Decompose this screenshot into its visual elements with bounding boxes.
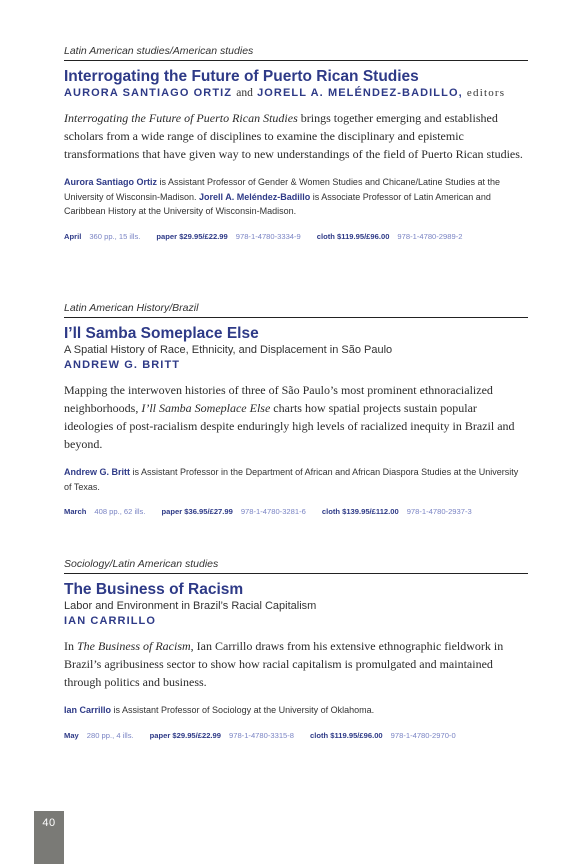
description-text: Mapping the interwoven histories of three of São Paulo’s most prominent ethnoracialized neighborhoods, — [64, 383, 493, 415]
description-book-title: The Business of Racism — [77, 639, 191, 653]
pub-pages: 280 pp., 4 ills. — [86, 730, 134, 740]
author-conjunction: and — [236, 87, 253, 99]
author-name: ANDREW G. BRITT — [64, 359, 181, 371]
book-title: The Business of Racism — [64, 581, 244, 598]
author-name: AURORA SANTIAGO ORTIZ — [64, 87, 233, 99]
bio-author-name: Andrew G. Britt — [64, 467, 131, 477]
bio-text: is Associate Professor of Latin American and Caribbean History at the University of Wisconsin-Madison. — [64, 191, 491, 216]
cloth-price: cloth $119.95/£96.00 — [310, 730, 383, 740]
publication-info — [64, 731, 528, 740]
book-entry — [64, 302, 528, 516]
book-authors — [64, 614, 528, 629]
book-description — [64, 637, 528, 691]
publication-info — [64, 232, 528, 241]
book-description — [64, 109, 528, 163]
page-number: 40 — [42, 817, 56, 829]
bio-author-name: Jorell A. Meléndez-Badillo — [199, 191, 311, 202]
book-authors — [64, 358, 528, 373]
pub-month: May — [64, 730, 79, 740]
cloth-isbn: 978-1-4780-2937-3 — [406, 507, 472, 516]
author-bio — [64, 703, 528, 718]
book-entry — [64, 558, 528, 740]
description-text: charts how spatial projects sustain popular ideologies of post-racialism despite enduringly high levels of racialized inequity in Brazil and beyond. — [64, 401, 515, 451]
book-title: I’ll Samba Someplace Else — [64, 325, 259, 342]
publication-info — [64, 507, 528, 516]
page-number-tab — [34, 811, 64, 864]
book-subtitle: Labor and Environment in Brazil’s Racial Capitalism — [64, 600, 317, 612]
cloth-isbn: 978-1-4780-2970-0 — [390, 730, 456, 740]
category-label: Sociology/Latin American studies — [64, 558, 528, 574]
description-book-title: Interrogating the Future of Puerto Rican Studies — [64, 111, 298, 125]
author-bio — [64, 465, 528, 494]
paper-isbn: 978-1-4780-3334-9 — [235, 231, 301, 241]
description-text: , Ian Carrillo draws from his extensive ethnographic fieldwork in Brazil’s agribusiness sector to show how racial capitalism is promulgated and maintained through politics and business. — [64, 639, 504, 689]
author-bio — [64, 175, 528, 219]
bio-author-name: Aurora Santiago Ortiz — [64, 177, 158, 187]
category-label: Latin American studies/American studies — [64, 45, 528, 61]
description-text: brings together emerging and established scholars from a wide range of disciplines to examine the disciplinary and epistemic transformations that have given way to new understandings of the field of Puerto Rican studies. — [64, 111, 523, 161]
pub-pages: 408 pp., 62 ills. — [94, 507, 146, 516]
paper-price: paper $29.95/£22.99 — [149, 730, 221, 740]
cloth-isbn: 978-1-4780-2989-2 — [397, 231, 463, 241]
paper-price: paper $36.95/£27.99 — [161, 507, 233, 516]
pub-month: April — [64, 231, 82, 241]
pub-pages: 360 pp., 15 ills. — [89, 231, 141, 241]
bio-text: is Assistant Professor in the Department of African and African Diaspora Studies at the University of Texas. — [64, 467, 519, 492]
description-book-title: I’ll Samba Someplace Else — [141, 401, 271, 415]
book-authors — [64, 86, 528, 101]
author-name: IAN CARRILLO — [64, 615, 157, 627]
description-text: In — [64, 639, 77, 653]
paper-isbn: 978-1-4780-3281-6 — [240, 507, 306, 516]
cloth-price: cloth $119.95/£96.00 — [316, 231, 390, 241]
book-entry — [64, 45, 528, 241]
pub-month: March — [64, 507, 87, 516]
bio-text: is Assistant Professor of Sociology at the University of Oklahoma. — [111, 705, 375, 715]
book-description — [64, 381, 528, 453]
bio-author-name: Ian Carrillo — [64, 705, 112, 715]
book-title: Interrogating the Future of Puerto Rican Studies — [64, 68, 419, 85]
paper-isbn: 978-1-4780-3315-8 — [229, 730, 295, 740]
book-subtitle: A Spatial History of Race, Ethnicity, and Displacement in São Paulo — [64, 344, 393, 356]
cloth-price: cloth $139.95/£112.00 — [321, 507, 399, 516]
author-role: editors — [466, 87, 506, 99]
bio-text: is Assistant Professor of Gender & Women Studies and Chicane/Latine Studies at the University of Wisconsin-Madison. — [64, 177, 501, 202]
paper-price: paper $29.95/£22.99 — [156, 231, 228, 241]
author-name: JORELL A. MELÉNDEZ-BADILLO, — [257, 87, 463, 99]
category-label: Latin American History/Brazil — [64, 302, 528, 318]
